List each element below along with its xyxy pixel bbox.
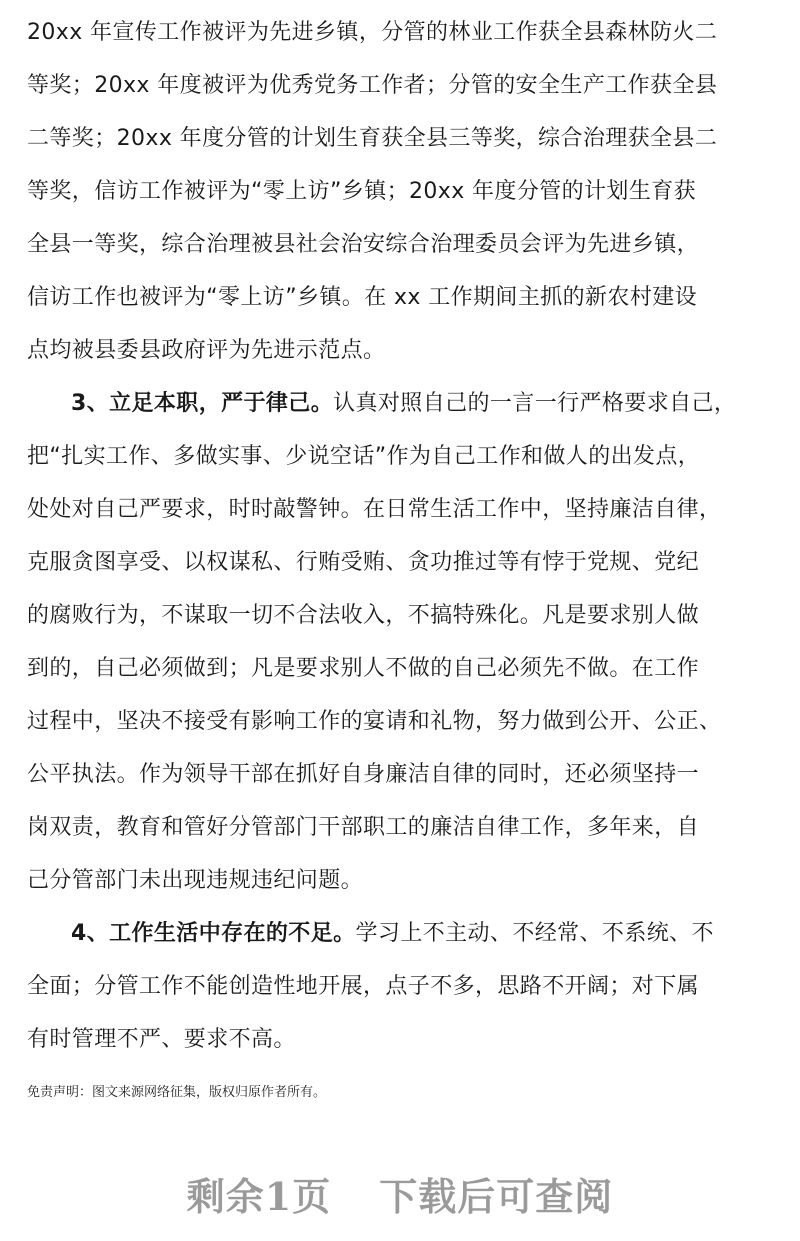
section-4-first-line bbox=[27, 921, 775, 947]
paragraph-line: 的腐败行为，不谋取一切不合法收入，不搞特殊化。凡是要求别人做 bbox=[27, 603, 700, 628]
download-hint-label: 下载后可查阅 bbox=[379, 1174, 614, 1219]
paragraph-line: 过程中，坚决不接受有影响工作的宴请和礼物，努力做到公开、公正、 bbox=[27, 709, 722, 734]
section-3-heading: 3、立足本职，严于律己。 bbox=[71, 391, 334, 416]
section-3-text: 认真对照自己的一言一行严格要求自己， bbox=[333, 391, 737, 416]
paragraph-line: 把“扎实工作、多做实事、少说空话”作为自己工作和做人的出发点， bbox=[27, 444, 701, 469]
paragraph-line: 二等奖；20xx 年度分管的计划生育获全县三等奖，综合治理获全县二 bbox=[27, 126, 718, 151]
remaining-pages-banner[interactable] bbox=[0, 1166, 800, 1221]
paragraph-line: 到的，自己必须做到；凡是要求别人不做的自己必须先不做。在工作 bbox=[27, 656, 700, 681]
paragraph-line: 信访工作也被评为“零上访”乡镇。在 xx 工作期间主抓的新农村建设 bbox=[27, 285, 698, 310]
paragraph-line: 公平执法。作为领导干部在抓好自身廉洁自律的同时，还必须坚持一 bbox=[27, 762, 700, 787]
paragraph-line: 等奖，信访工作被评为“零上访”乡镇；20xx 年度分管的计划生育获 bbox=[27, 179, 697, 204]
paragraph-line: 有时管理不严、要求不高。 bbox=[27, 1027, 296, 1052]
paragraph-line: 全县一等奖，综合治理被县社会治安综合治理委员会评为先进乡镇， bbox=[27, 232, 700, 257]
paragraph-line: 等奖；20xx 年度被评为优秀党务工作者；分管的安全生产工作获全县 bbox=[27, 73, 718, 98]
paragraph-line: 全面；分管工作不能创造性地开展，点子不多，思路不开阔；对下属 bbox=[27, 974, 700, 999]
section-3-first-line bbox=[27, 391, 775, 417]
section-4-heading: 4、工作生活中存在的不足。 bbox=[71, 921, 356, 946]
paragraph-line: 己分管部门未出现违规违纪问题。 bbox=[27, 868, 364, 893]
paragraph-line: 处处对自己严要求，时时敲警钟。在日常生活工作中，坚持廉洁自律， bbox=[27, 497, 722, 522]
section-4-text: 学习上不主动、不经常、不系统、不 bbox=[355, 921, 714, 946]
paragraph-line: 点均被县委县政府评为先进示范点。 bbox=[27, 338, 386, 363]
remaining-pages-label: 剩余1页 bbox=[186, 1174, 332, 1219]
disclaimer: 免责声明：图文来源网络征集，版权归原作者所有。 bbox=[27, 1085, 327, 1100]
paragraph-line: 20xx 年宣传工作被评为先进乡镇，分管的林业工作获全县森林防火二 bbox=[27, 20, 718, 45]
paragraph-line: 克服贪图享受、以权谋私、行贿受贿、贪功推过等有悖于党规、党纪 bbox=[27, 550, 700, 575]
paragraph-line: 岗双责，教育和管好分管部门干部职工的廉洁自律工作，多年来，自 bbox=[27, 815, 700, 840]
